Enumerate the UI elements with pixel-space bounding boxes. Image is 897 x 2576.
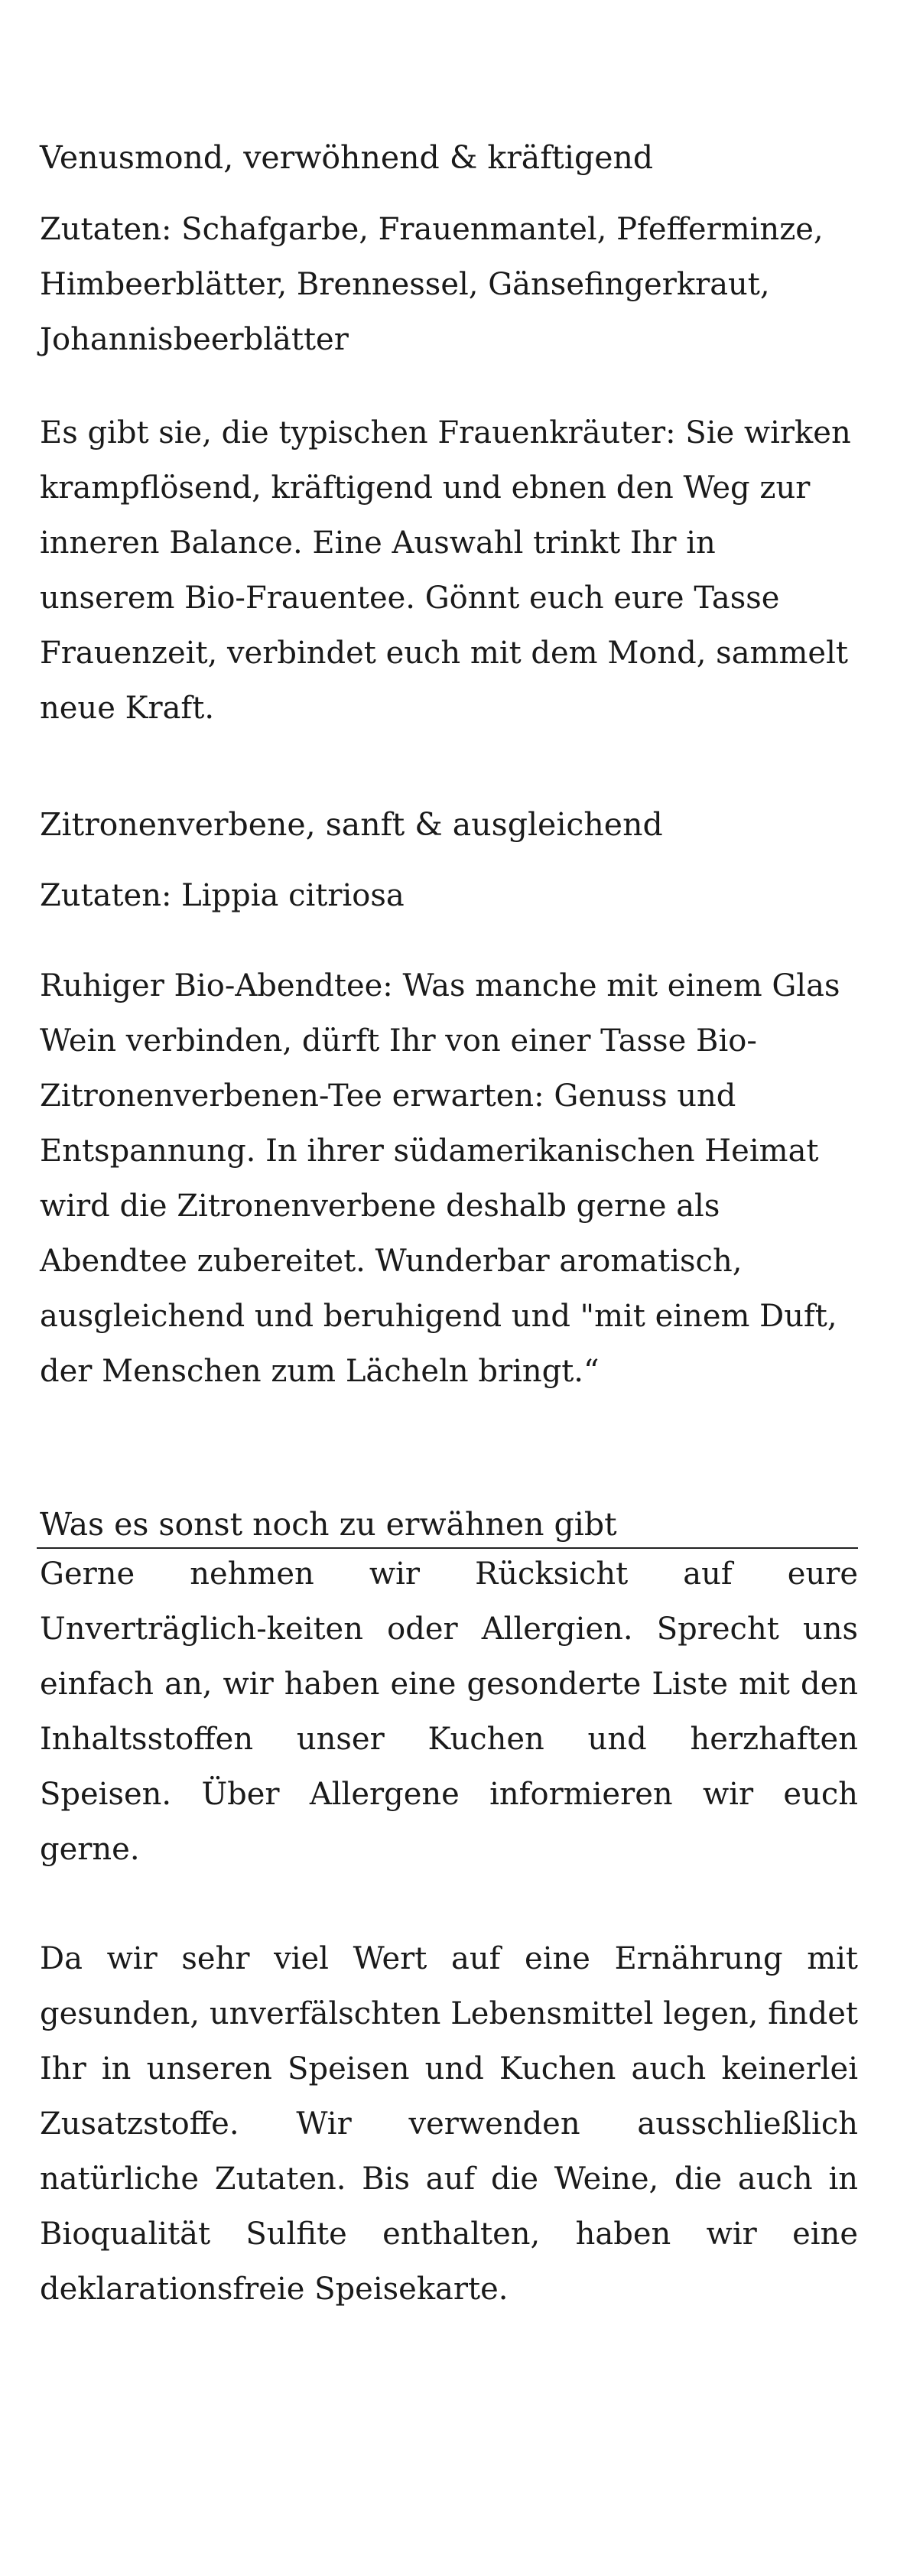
tea-name: Zitronenverbene bbox=[40, 806, 306, 843]
tea-tagline: , verwöhnend & kräftigend bbox=[223, 139, 654, 176]
tea-description-venusmond bbox=[40, 405, 858, 736]
additives-paragraph: Da wir sehr viel Wert auf eine Ernährung mit gesunden, unverfälschten Lebensmittel legen, findet Ihr in unseren Speisen und Kuchen auch keinerlei Zusatzstoffe. Wir verwenden ausschließlich natürliche Zutaten. Bis auf die Weine, die auch in Bioqualität Sulfite enthalten, haben wir eine deklarationsfreie Speisekarte. bbox=[40, 1941, 858, 2307]
allergies-paragraph: Gerne nehmen wir Rücksicht auf eure Unverträglich-keiten oder Allergien. Sprecht uns einfach an, wir haben eine gesonderte Liste mit den Inhaltsstoffen unser Kuchen und herzhaften Speisen. Über Allergene informieren wir euch gerne. bbox=[40, 1556, 858, 1867]
info-section-heading bbox=[37, 1503, 858, 1549]
info-additives bbox=[40, 1931, 858, 2317]
tea-ingredients: Zutaten: Schafgarbe, Frauenmantel, Pfefferminze, Himbeerblätter, Brennessel, Gänsefingerkraut, Johannisbeerblätter bbox=[40, 212, 824, 357]
tea-item-venusmond bbox=[40, 136, 858, 179]
tea-item-zitronenverbene bbox=[40, 803, 858, 846]
tea-description: Es gibt sie, die typischen Frauenkräuter: Sie wirken krampflösend, kräftigend und ebnen den Weg zur inneren Balance. Eine Auswahl trinkt Ihr in unserem Bio-Frauentee. Gönnt euch eure Tasse Frauenzeit, verbindet euch mit dem Mond, sammelt neue Kraft. bbox=[40, 415, 851, 726]
tea-description: Ruhiger Bio-Abendtee: Was manche mit einem Glas Wein verbinden, dürft Ihr von einer Tasse Bio-Zitronenverbenen-Tee erwarten: Genuss und Entspannung. In ihrer südamerikanischen Heimat wird die Zitronenverbene deshalb gerne als Abendtee zubereitet. Wunderbar aromatisch, ausgleichend und beruhigend und "mit einem Duft, der Menschen zum Lächeln bringt.“ bbox=[40, 968, 840, 1389]
tea-title bbox=[40, 136, 858, 179]
tea-description-zitronenverbene bbox=[40, 958, 858, 1399]
tea-ingredients-zitronenverbene bbox=[40, 868, 858, 923]
section-title: Was es sonst noch zu erwähnen gibt bbox=[40, 1506, 617, 1543]
info-allergies bbox=[40, 1547, 858, 1877]
tea-title bbox=[40, 803, 858, 846]
tea-ingredients: Zutaten: Lippia citriosa bbox=[40, 878, 405, 913]
tea-ingredients-venusmond bbox=[40, 202, 858, 367]
tea-name: Venusmond bbox=[40, 139, 224, 176]
tea-tagline: , sanft & ausgleichend bbox=[305, 806, 663, 843]
